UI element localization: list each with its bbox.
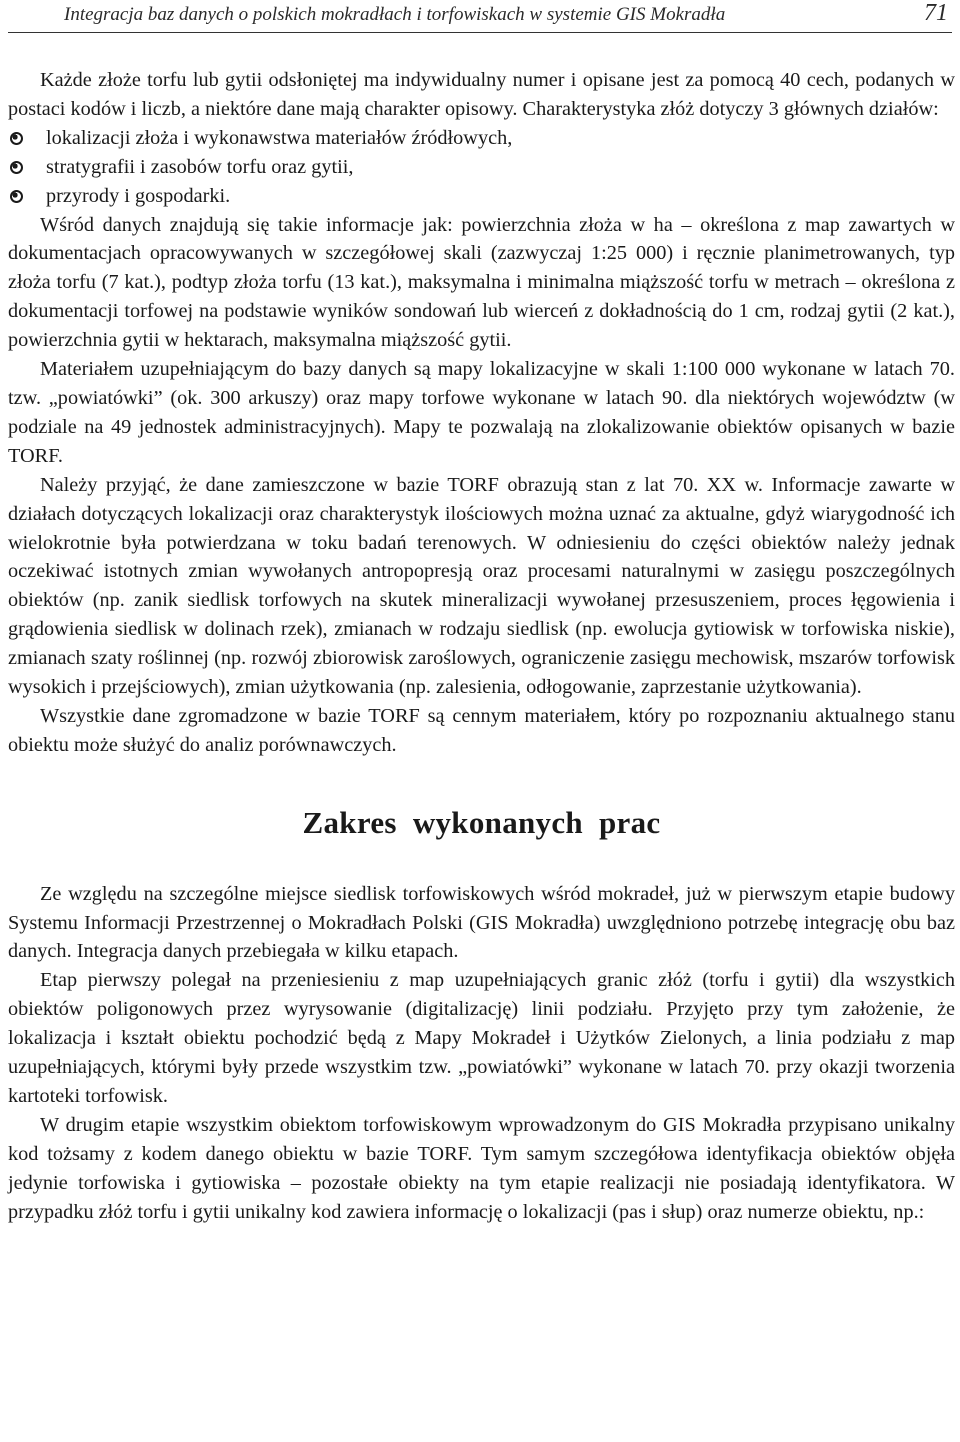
running-title: Integracja baz danych o polskich mokradłach i torfowiskach w systemie GIS Mokradła bbox=[64, 4, 726, 25]
bullet-icon bbox=[10, 132, 23, 145]
paragraph: W drugim etapie wszystkim obiektom torfowiskowym wprowadzonym do GIS Mokradła przypisano unikalny kod tożsamy z kodem danego obiektu w bazie TORF. Tym samym szczegółowa identyfikacja obiektów objęła jedynie torfowiska i gytiowiska – pozostałe obiekty na tym etapie realizacji nie posiadają identyfikatora. W przypadku złóż torfu i gytii unikalny kod zawiera informację o lokalizacji (pas i słup) oraz numerze obiektu, np.: bbox=[8, 1113, 955, 1223]
list-item-text: przyrody i gospodarki. bbox=[46, 184, 231, 207]
list-item-text: lokalizacji złoża i wykonawstwa materiałów źródłowych, bbox=[46, 126, 513, 149]
page-body bbox=[8, 66, 955, 1227]
paragraph: Każde złoże torfu lub gytii odsłoniętej ma indywidualny numer i opisane jest za pomocą 40 cech, podanych w postaci kodów i liczb, a niektóre dane mają charakter opisowy. Charakterystyka złóż dotyczy 3 głównych działów: bbox=[8, 69, 955, 120]
running-header bbox=[8, 0, 952, 33]
bullet-list bbox=[8, 124, 955, 211]
list-item-text: stratygrafii i zasobów torfu oraz gytii, bbox=[46, 155, 354, 178]
paragraph: Wśród danych znajdują się takie informacje jak: powierzchnia złoża w ha – określona z map zawartych w dokumentacjach opracowywanych w szczegółowej skali (zazwyczaj 1:25 000) i ręcznie planimetrowanych, typ złoża torfu (7 kat.), podtyp złoża torfu (13 kat.), maksymalna i minimalna miąższość torfu w metrach – określona z dokumentacji torfowej na podstawie wyników sondowań lub wierceń z dokładnością do 1 cm, rodzaj gytii (2 kat.), powierzchnia gytii w hektarach, maksymalna miąższość gytii. bbox=[8, 213, 955, 352]
bullet-icon bbox=[10, 161, 23, 174]
paragraph: Etap pierwszy polegał na przeniesieniu z map uzupełniających granic złóż (torfu i gytii) dla wszystkich obiektów poligonowych przez wyrysowanie (digitalizację) linii podziału. Przyjęto przy tym założenie, że lokalizacja i kształt obiektu pochodzić będą z Mapy Mokradeł i Użytków Zielonych, a linia podziału z map uzupełniających, którymi były przede wszystkim tzw. „powiatówki” wykonane w latach 70. przy okazji tworzenia kartoteki torfowisk. bbox=[8, 969, 955, 1107]
paragraph: Należy przyjąć, że dane zamieszczone w bazie TORF obrazują stan z lat 70. XX w. Informacje zawarte w działach dotyczących lokalizacji oraz charakterystyk ilościowych można uznać za aktualne, gdyż wiarygodność ich wielokrotnie była potwierdzana w toku badań terenowych. W odniesieniu do części obiektów należy jednak oczekiwać istotnych zmian wywołanych antropopresją oraz procesami naturalnymi w zasięgu poszczególnych obiektów (np. zanik siedlisk torfowych na skutek mineralizacji wywołanej przesuszeniem, proces łęgowienia i grądowienia siedlisk w dolinach rzek), zmianach w rodzaju siedlisk (np. ewolucja gytiowisk w torfowiska niskie), zmianach szaty roślinnej (np. rozwój zbiorowisk zaroślowych, ograniczenie zasięgu mechowisk, mszarów torfowisk wysokich i przejściowych), zmian użytkowania (np. zalesienia, odłogowanie, zaprzestanie użytkowania). bbox=[8, 473, 955, 699]
section-heading: Zakres wykonanych prac bbox=[302, 804, 661, 840]
list-item bbox=[8, 182, 955, 211]
list-item bbox=[8, 124, 955, 153]
paragraph: Wszystkie dane zgromadzone w bazie TORF są cennym materiałem, który po rozpoznaniu aktualnego stanu obiektu może służyć do analiz porównawczych. bbox=[8, 704, 955, 756]
page-number: 71 bbox=[924, 0, 948, 26]
bullet-icon bbox=[10, 190, 23, 203]
list-item bbox=[8, 153, 955, 182]
paragraph: Materiałem uzupełniającym do bazy danych są mapy lokalizacyjne w skali 1:100 000 wykonane w latach 70. tzw. „powiatówki” (ok. 300 arkuszy) oraz mapy torfowe wykonane w latach 90. dla niektórych województw (w podziale na 49 jednostek administracyjnych). Mapy te pozwalają na zlokalizowanie obiektów opisanych w bazie TORF. bbox=[8, 358, 955, 467]
paragraph: Ze względu na szczególne miejsce siedlisk torfowiskowych wśród mokradeł, już w pierwszym etapie budowy Systemu Informacji Przestrzennej o Mokradłach Polski (GIS Mokradła) uwzględniono potrzebę integrację obu baz danych. Integracja danych przebiegała w kilku etapach. bbox=[8, 882, 955, 963]
